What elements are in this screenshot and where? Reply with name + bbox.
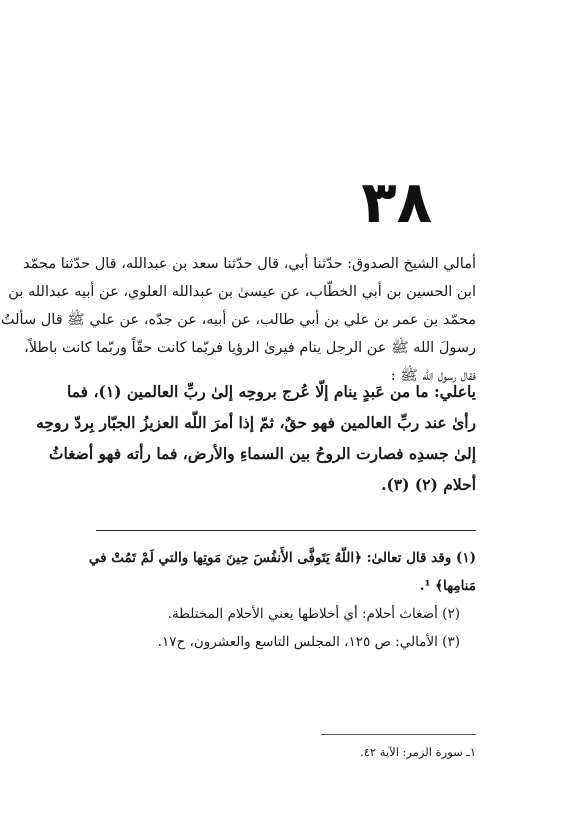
hadith-number-heading: ٣٨ xyxy=(361,168,432,236)
isnad-line: محمّد بن عمر بن علي بن أبي طالب، عن أبيه، عن جدّه، عن علي ﷺ قال سألتُ xyxy=(0,312,476,328)
matn-line: ياعلي: ما من عَبدٍ ينام إلّا عُرج بروحِه إلىٰ ربِّ العالمين (١)، فما xyxy=(66,382,476,401)
footnote-1-line-2: مَنامِها﴾ ¹. xyxy=(419,578,476,594)
footnote-3: (٣) الأمالي: ص ١٢٥، المجلس التاسع والعشرون، ح١٧. xyxy=(157,634,460,650)
endnote-separator xyxy=(321,734,476,735)
footnotes-section xyxy=(88,544,476,656)
endnote-quran-reference: ١ـ سورة الزمر: الآية ٤٢. xyxy=(360,745,476,759)
isnad-line: فقال رسول الله ﷺ : xyxy=(390,368,476,384)
footnote-1-line-1: (١) وقد قال تعالىٰ: ﴿اللّهُ يَتَوفَّى الأَنفُسَ حِينَ مَوتِها والتي لَمْ تَمُتْ في xyxy=(88,550,476,566)
isnad-paragraph xyxy=(0,250,476,390)
matn-paragraph xyxy=(36,376,476,500)
footnote-separator xyxy=(96,530,476,531)
footnote-2: (٢) أضغاث أحلام: أي أخلاطها يعني الأحلام المختلطة. xyxy=(167,606,460,622)
matn-line: إلىٰ جسدِه فصارت الروحُ بين السماءِ والأرض، فما رأته فهو أضغاثُ xyxy=(48,444,476,463)
isnad-line: ابن الحسين بن أبي الخطّاب، عن عيسىٰ بن عبدالله العلوي، عن أبيه عبدالله بن xyxy=(8,284,476,300)
isnad-line: أمالي الشيخ الصدوق: حدّثنا أبي، قال حدّثنا سعد بن عبدالله، قال حدّثنا محمّد xyxy=(22,256,476,272)
matn-line: رأىٰ عند ربِّ العالمين فهو حقٌ، ثمّ إذا أمرَ اللّه العزيزُ الجبّار بِردّ روحِه xyxy=(36,413,476,432)
matn-line: أحلام (٢) (٣). xyxy=(381,475,476,494)
isnad-line: رسولَ الله ﷺ عن الرجل ينام فيرىٰ الرؤيا فربّما كانت حقّاً وربّما كانت باطلاً، xyxy=(24,340,476,356)
